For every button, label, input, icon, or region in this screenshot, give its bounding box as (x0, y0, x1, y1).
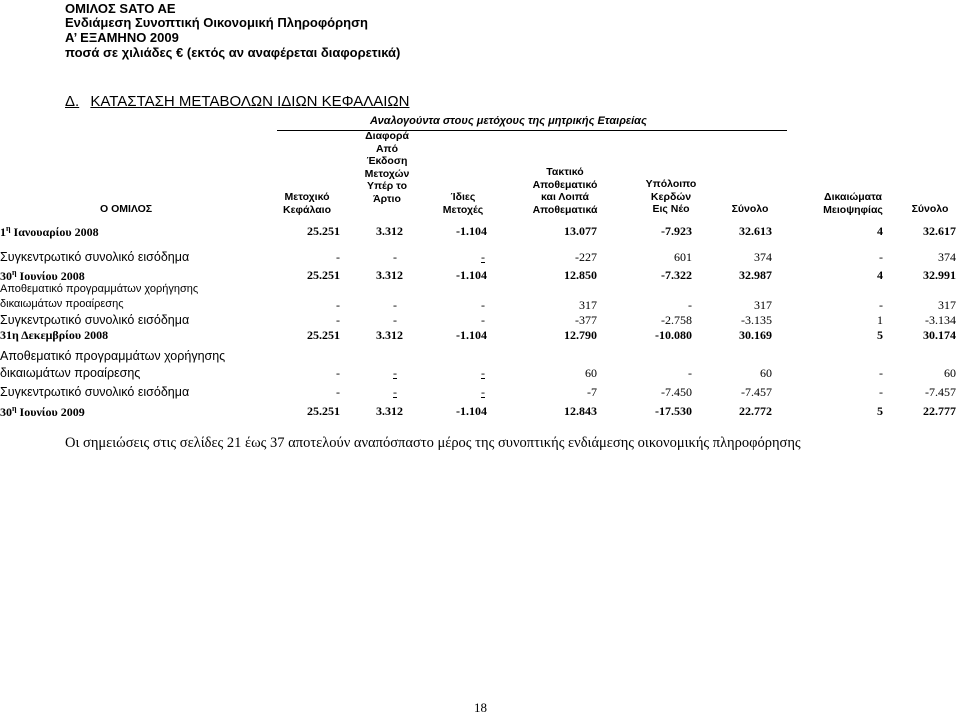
cell-r0-c0: 25.251 (307, 224, 340, 238)
cell-r1-c2: - (481, 250, 485, 264)
col-header-minority: Δικαιώματα Μειοψηφίας (823, 191, 883, 216)
cell-r5-c6: 1 (877, 313, 883, 327)
cell-r1-c0: - (336, 250, 340, 264)
cell-r2-c2: -1.104 (456, 268, 487, 282)
row-label-stock-options-2009-line2: δικαιωμάτων προαίρεσης (0, 366, 141, 380)
report-title: Ενδιάμεση Συνοπτική Οικονομική Πληροφόρηση (65, 15, 368, 30)
row-label-comprehensive-2009h1: Συγκεντρωτικό συνολικό εισόδημα (0, 385, 190, 399)
row-label-stock-options-2008-line2: δικαιωμάτων προαίρεσης (0, 298, 124, 310)
cell-r5-c2: - (481, 313, 485, 327)
cell-r0-c4: -7.923 (661, 224, 692, 238)
cell-r4-c6: - (879, 298, 883, 312)
cell-r8-c3: 60 (585, 366, 597, 380)
cell-r10-c0: 25.251 (307, 404, 340, 418)
cell-r4-c3: 317 (579, 298, 597, 312)
group-header: Αναλογούντα στους μετόχους της μητρικής Εταιρείας (370, 115, 647, 127)
cell-r6-c5: 30.169 (739, 328, 772, 342)
cell-r5-c0: - (336, 313, 340, 327)
cell-r6-c4: -10.080 (655, 328, 692, 342)
cell-r10-c2: -1.104 (456, 404, 487, 418)
cell-r0-c3: 13.077 (564, 224, 597, 238)
cell-r5-c4: -2.758 (661, 313, 692, 327)
cell-r0-c5: 32.613 (739, 224, 772, 238)
col-header-subtotal: Σύνολο (731, 203, 769, 215)
cell-r10-c1: 3.312 (376, 404, 403, 418)
cell-r9-c4: -7.450 (661, 385, 692, 399)
cell-r5-c1: - (393, 313, 397, 327)
row-label-stock-options-2009-line1: Αποθεματικό προγραμμάτων χορήγησης (0, 349, 226, 363)
cell-r2-c0: 25.251 (307, 268, 340, 282)
cell-r1-c6: - (879, 250, 883, 264)
cell-r2-c5: 32.987 (739, 268, 772, 282)
cell-r6-c1: 3.312 (376, 328, 403, 342)
cell-r9-c1: - (393, 385, 397, 399)
group-header-rule (277, 130, 787, 131)
cell-r10-c5: 22.772 (739, 404, 772, 418)
cell-r6-c0: 25.251 (307, 328, 340, 342)
row-header: Ο ΟΜΙΛΟΣ (100, 203, 153, 215)
row-label-comprehensive-2008h2: Συγκεντρωτικό συνολικό εισόδημα (0, 313, 190, 327)
col-header-share-premium: Διαφορά Από Έκδοση Μετοχών Υπέρ το Άρτιο (364, 130, 410, 205)
row-label-stock-options-2008-line1: Αποθεματικό προγραμμάτων χορήγησης (0, 283, 199, 295)
cell-r8-c0: - (336, 366, 340, 380)
cell-r10-c4: -17.530 (655, 404, 692, 418)
section-title-text: ΚΑΤΑΣΤΑΣΗ ΜΕΤΑΒΟΛΩΝ ΙΔΙΩΝ ΚΕΦΑΛΑΙΩΝ (90, 93, 410, 110)
cell-r8-c1: - (393, 366, 397, 380)
row-label-dec2008: 31η Δεκεμβρίου 2008 (0, 328, 109, 342)
cell-r9-c2: - (481, 385, 485, 399)
cell-r8-c6: - (879, 366, 883, 380)
cell-r5-c3: -377 (575, 313, 597, 327)
row-label-jun2008: $30^\eta$ Ιουνίου 2008 (0, 268, 85, 283)
cell-r5-c5: -3.135 (741, 313, 772, 327)
amounts-note: ποσά σε χιλιάδες € (εκτός αν αναφέρεται διαφορετικά) (65, 45, 401, 60)
cell-r0-c7: 32.617 (923, 224, 956, 238)
cell-r8-c7: 60 (944, 366, 956, 380)
section-title (65, 93, 409, 110)
cell-r0-c2: -1.104 (456, 224, 487, 238)
col-header-total: Σύνολο (911, 203, 949, 215)
report-period: Α’ ΕΞΑΜΗΝΟ 2009 (65, 30, 179, 45)
cell-r9-c5: -7.457 (741, 385, 772, 399)
cell-r1-c3: -227 (575, 250, 597, 264)
cell-r1-c1: - (393, 250, 397, 264)
col-header-share-capital: Μετοχικό Κεφάλαιο (282, 191, 332, 216)
cell-r10-c7: 22.777 (923, 404, 956, 418)
cell-r1-c7: 374 (938, 250, 956, 264)
col-header-treasury: Ίδιες Μετοχές (442, 191, 484, 216)
cell-r2-c1: 3.312 (376, 268, 403, 282)
cell-r6-c7: 30.174 (923, 328, 956, 342)
col-header-retained: Υπόλοιπο Κερδών Εις Νέο (645, 178, 697, 215)
cell-r1-c4: 601 (674, 250, 692, 264)
cell-r4-c2: - (481, 298, 485, 312)
cell-r8-c4: - (688, 366, 692, 380)
cell-r9-c6: - (879, 385, 883, 399)
cell-r2-c7: 32.991 (923, 268, 956, 282)
cell-r9-c3: -7 (587, 385, 597, 399)
cell-r1-c5: 374 (754, 250, 772, 264)
cell-r10-c3: 12.843 (564, 404, 597, 418)
col-header-reserves: Τακτικό Αποθεματικό και Λοιπά Αποθεματικά (532, 166, 598, 216)
cell-r4-c5: 317 (754, 298, 772, 312)
section-prefix: Δ. (65, 93, 80, 110)
cell-r8-c2: - (481, 366, 485, 380)
cell-r6-c6: 5 (877, 328, 883, 342)
cell-r8-c5: 60 (760, 366, 772, 380)
footnote: Οι σημειώσεις στις σελίδες 21 έως 37 αποτελούν αναπόσπαστο μέρος της συνοπτικής ενδιάμεσης οικονομικής πληροφόρησης (65, 435, 801, 451)
cell-r0-c1: 3.312 (376, 224, 403, 238)
cell-r4-c7: 317 (938, 298, 956, 312)
cell-r2-c4: -7.322 (661, 268, 692, 282)
company-name: ΟΜΙΛΟΣ SATO AE (65, 1, 176, 16)
cell-r2-c6: 4 (877, 268, 883, 282)
cell-r0-c6: 4 (877, 224, 883, 238)
row-label-jan2008: $1^\eta$ Ιανουαρίου 2008 (0, 224, 99, 239)
cell-r10-c6: 5 (877, 404, 883, 418)
cell-r6-c3: 12.790 (564, 328, 597, 342)
cell-r4-c0: - (336, 298, 340, 312)
cell-r5-c7: -3.134 (925, 313, 956, 327)
cell-r4-c4: - (688, 298, 692, 312)
cell-r2-c3: 12.850 (564, 268, 597, 282)
cell-r9-c7: -7.457 (925, 385, 956, 399)
cell-r4-c1: - (393, 298, 397, 312)
cell-r9-c0: - (336, 385, 340, 399)
row-label-jun2009: $30^\eta$ Ιουνίου 2009 (0, 404, 85, 419)
cell-r6-c2: -1.104 (456, 328, 487, 342)
row-label-comprehensive-2008h1: Συγκεντρωτικό συνολικό εισόδημα (0, 250, 190, 264)
page-number: 18 (474, 700, 487, 715)
